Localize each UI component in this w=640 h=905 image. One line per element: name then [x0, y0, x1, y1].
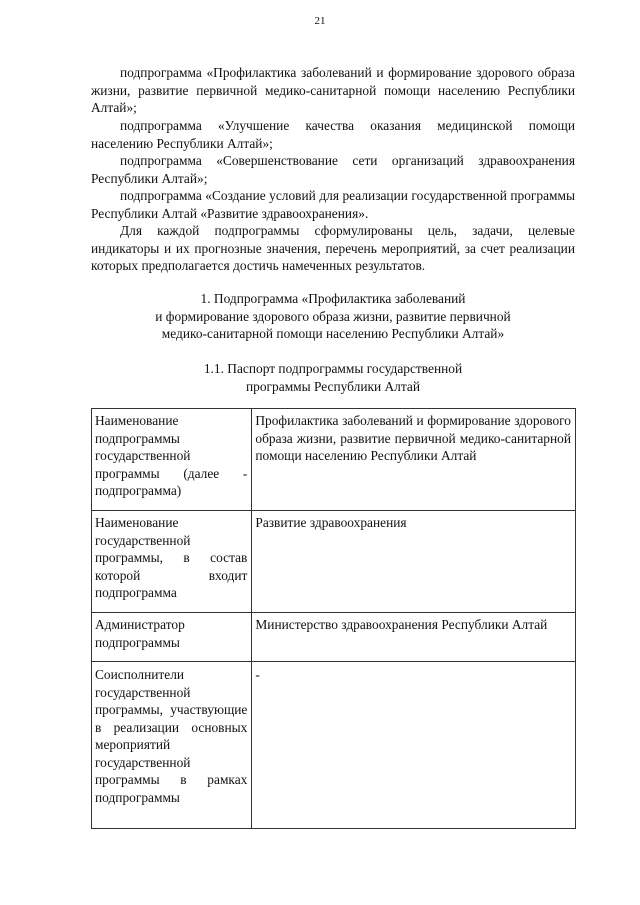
table-label-cell: Администратор подпрограммы [92, 613, 252, 662]
section-heading-line-3: медико-санитарной помощи населению Республики Алтай» [161, 326, 505, 341]
intro-paragraph-3: подпрограмма «Совершенствование сети организаций здравоохранения Республики Алтай»; [91, 153, 575, 186]
table-row [92, 511, 576, 613]
section-heading [91, 290, 575, 343]
table-label-cell: Соисполнители государственной программы, участвующие в реализации основных мероприятий государственной программы в рамках подпрограммы [92, 662, 252, 829]
table-value-cell: Развитие здравоохранения [252, 511, 576, 613]
table-row [92, 613, 576, 662]
table-row [92, 409, 576, 511]
subsection-heading-line-1: 1.1. Паспорт подпрограммы государственной [203, 361, 463, 376]
table-value-cell: Профилактика заболеваний и формирование здорового образа жизни, развитие первичной медико-санитарной помощи населению Республики Алтай [252, 409, 576, 511]
table-row [92, 662, 576, 829]
intro-paragraph-2: подпрограмма «Улучшение качества оказания медицинской помощи населению Республики Алтай»; [91, 118, 575, 151]
table-value-cell: Министерство здравоохранения Республики Алтай [252, 613, 576, 662]
table-value-cell: - [252, 662, 576, 829]
table-label-cell: Наименование государственной программы, в состав которой входит подпрограмма [92, 511, 252, 613]
table-label-cell: Наименование подпрограммы государственной программы (далее - подпрограмма) [92, 409, 252, 511]
subsection-heading-line-2: программы Республики Алтай [246, 378, 420, 394]
intro-paragraph-5: Для каждой подпрограммы сформулированы цель, задачи, целевые индикаторы и их прогнозные значения, перечень мероприятий, за счет реализации которых предполагается достичь намеченных результатов. [91, 223, 575, 273]
passport-table [91, 408, 576, 829]
section-heading-line-1: 1. Подпрограмма «Профилактика заболеваний [200, 291, 466, 306]
intro-paragraph-4: подпрограмма «Создание условий для реализации государственной программы Республики Алтай «Развитие здравоохранения». [91, 188, 575, 221]
subsection-heading [91, 360, 575, 395]
intro-paragraph-1: подпрограмма «Профилактика заболеваний и формирование здорового образа жизни, развитие первичной медико-санитарной помощи населению Республики Алтай»; [91, 65, 575, 115]
page-number: 21 [314, 15, 326, 27]
section-heading-line-2: и формирование здорового образа жизни, развитие первичной [155, 308, 511, 324]
